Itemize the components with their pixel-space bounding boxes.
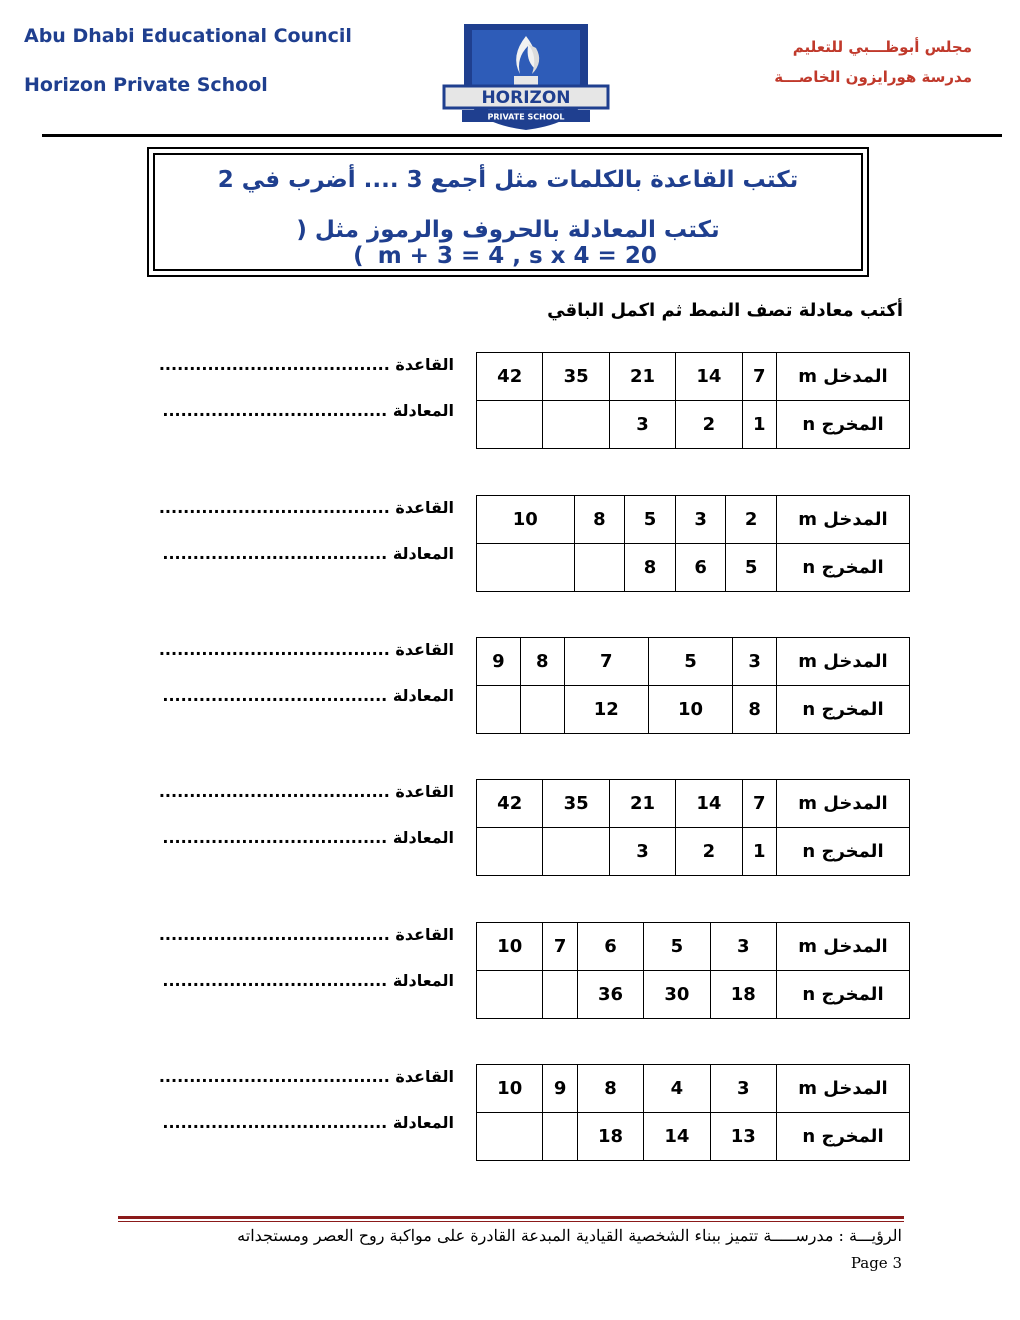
output-row-label: المخرج n: [777, 544, 910, 592]
pattern-table: [476, 1064, 910, 1161]
value-cell: 10: [477, 923, 543, 971]
answer-cell[interactable]: [543, 1113, 577, 1161]
value-cell: 30: [644, 971, 710, 1019]
output-row-label: المخرج n: [777, 401, 910, 449]
value-cell: 14: [676, 353, 742, 401]
input-row-label: المدخل m: [777, 496, 910, 544]
value-cell: 8: [520, 638, 564, 686]
answer-cell[interactable]: [477, 971, 543, 1019]
value-cell: 1: [742, 401, 776, 449]
output-row: [477, 1113, 910, 1161]
value-cell: 13: [710, 1113, 776, 1161]
value-cell: 35: [543, 780, 609, 828]
value-cell: 6: [675, 544, 726, 592]
equation-line[interactable]: المعادلة .....................................: [162, 401, 454, 420]
box-line-2-math: m + 3 = 4 , s x 4 = 20: [377, 243, 657, 269]
value-cell: 3: [675, 496, 726, 544]
value-cell: 10: [477, 1065, 543, 1113]
value-cell: 42: [477, 780, 543, 828]
input-row: [477, 780, 910, 828]
output-row: [477, 686, 910, 734]
output-row: [477, 544, 910, 592]
value-cell: 3: [710, 1065, 776, 1113]
pattern-table: [476, 779, 910, 876]
input-row-label: المدخل m: [777, 353, 910, 401]
equation-line[interactable]: المعادلة .....................................: [162, 686, 454, 705]
value-cell: 9: [477, 638, 521, 686]
answer-cell[interactable]: [520, 686, 564, 734]
value-cell: 18: [577, 1113, 643, 1161]
answer-cell[interactable]: [574, 544, 625, 592]
box-line-2: [155, 217, 861, 269]
value-cell: 42: [477, 353, 543, 401]
equation-line[interactable]: المعادلة .....................................: [162, 828, 454, 847]
output-row-label: المخرج n: [777, 1113, 910, 1161]
instruction-box: [147, 147, 869, 277]
answer-cell[interactable]: [477, 401, 543, 449]
input-row: [477, 496, 910, 544]
value-cell: 8: [577, 1065, 643, 1113]
pattern-table: [476, 495, 910, 592]
value-cell: 10: [648, 686, 732, 734]
pattern-table: [476, 352, 910, 449]
header-divider: [42, 134, 1002, 137]
value-cell: 8: [733, 686, 777, 734]
value-cell: 7: [742, 353, 776, 401]
value-cell: 35: [543, 353, 609, 401]
value-cell: 5: [644, 923, 710, 971]
school-name-ar: مدرسة هورايزون الخاصـــة: [774, 68, 972, 86]
answer-cell[interactable]: [543, 971, 577, 1019]
value-cell: 2: [726, 496, 777, 544]
school-name-en: Horizon Private School: [24, 74, 268, 96]
output-row: [477, 401, 910, 449]
answer-cell[interactable]: [477, 544, 575, 592]
council-name-en: Abu Dhabi Educational Council: [24, 25, 352, 47]
output-row: [477, 971, 910, 1019]
value-cell: 3: [710, 923, 776, 971]
box-line-2-text: تكتب المعادلة بالحروف والرموز مثل (: [296, 217, 720, 243]
output-row-label: المخرج n: [777, 828, 910, 876]
input-row-label: المدخل m: [777, 1065, 910, 1113]
rule-line[interactable]: القاعدة ......................................: [158, 640, 454, 659]
value-cell: 14: [676, 780, 742, 828]
value-cell: 9: [543, 1065, 577, 1113]
pattern-table: [476, 637, 910, 734]
answer-cell[interactable]: [477, 686, 521, 734]
value-cell: 5: [648, 638, 732, 686]
value-cell: 7: [543, 923, 577, 971]
value-cell: 10: [477, 496, 575, 544]
equation-line[interactable]: المعادلة .....................................: [162, 1113, 454, 1132]
box-line-1: تكتب القاعدة بالكلمات مثل أجمع 3 .... أضرب في 2: [217, 167, 799, 193]
equation-line[interactable]: المعادلة .....................................: [162, 971, 454, 990]
value-cell: 21: [609, 353, 675, 401]
input-row: [477, 638, 910, 686]
rule-line[interactable]: القاعدة ......................................: [158, 925, 454, 944]
output-row-label: المخرج n: [777, 971, 910, 1019]
value-cell: 36: [577, 971, 643, 1019]
answer-cell[interactable]: [477, 828, 543, 876]
pattern-table: [476, 922, 910, 1019]
value-cell: 7: [742, 780, 776, 828]
value-cell: 4: [644, 1065, 710, 1113]
vision-statement: الرؤيـــة : مدرســـــة تتميز ببناء الشخصية القيادية المبدعة القادرة على مواكبة روح العصر ومستجداته: [237, 1226, 902, 1245]
council-name-ar: مجلس أبوظـــبي للتعليم: [792, 38, 972, 56]
input-row: [477, 1065, 910, 1113]
value-cell: 3: [609, 401, 675, 449]
page-number: Page 3: [850, 1254, 902, 1272]
logo-subtext: PRIVATE SCHOOL: [487, 112, 565, 122]
logo-text: HORIZON: [481, 88, 571, 108]
input-row-label: المدخل m: [777, 638, 910, 686]
rule-line[interactable]: القاعدة ......................................: [158, 782, 454, 801]
footer-divider-thin: [118, 1221, 904, 1222]
value-cell: 1: [742, 828, 776, 876]
value-cell: 14: [644, 1113, 710, 1161]
output-row-label: المخرج n: [777, 686, 910, 734]
value-cell: 5: [625, 496, 676, 544]
value-cell: 8: [574, 496, 625, 544]
equation-line[interactable]: المعادلة .....................................: [162, 544, 454, 563]
box-line-2-close: ): [353, 243, 364, 269]
answer-cell[interactable]: [477, 1113, 543, 1161]
input-row: [477, 353, 910, 401]
value-cell: 3: [733, 638, 777, 686]
value-cell: 2: [676, 828, 742, 876]
value-cell: 2: [676, 401, 742, 449]
value-cell: 8: [625, 544, 676, 592]
value-cell: 21: [609, 780, 675, 828]
exercise-instruction: أكتب معادلة تصف النمط ثم اكمل الباقي: [547, 300, 903, 321]
footer-divider: [118, 1216, 904, 1219]
value-cell: 18: [710, 971, 776, 1019]
input-row-label: المدخل m: [777, 780, 910, 828]
value-cell: 7: [564, 638, 648, 686]
horizon-logo: [440, 22, 612, 132]
input-row: [477, 923, 910, 971]
value-cell: 6: [577, 923, 643, 971]
rule-line[interactable]: القاعدة ......................................: [158, 498, 454, 517]
value-cell: 3: [609, 828, 675, 876]
value-cell: 12: [564, 686, 648, 734]
output-row: [477, 828, 910, 876]
rule-line[interactable]: القاعدة ......................................: [158, 355, 454, 374]
answer-cell[interactable]: [543, 401, 609, 449]
input-row-label: المدخل m: [777, 923, 910, 971]
rule-line[interactable]: القاعدة ......................................: [158, 1067, 454, 1086]
answer-cell[interactable]: [543, 828, 609, 876]
value-cell: 5: [726, 544, 777, 592]
